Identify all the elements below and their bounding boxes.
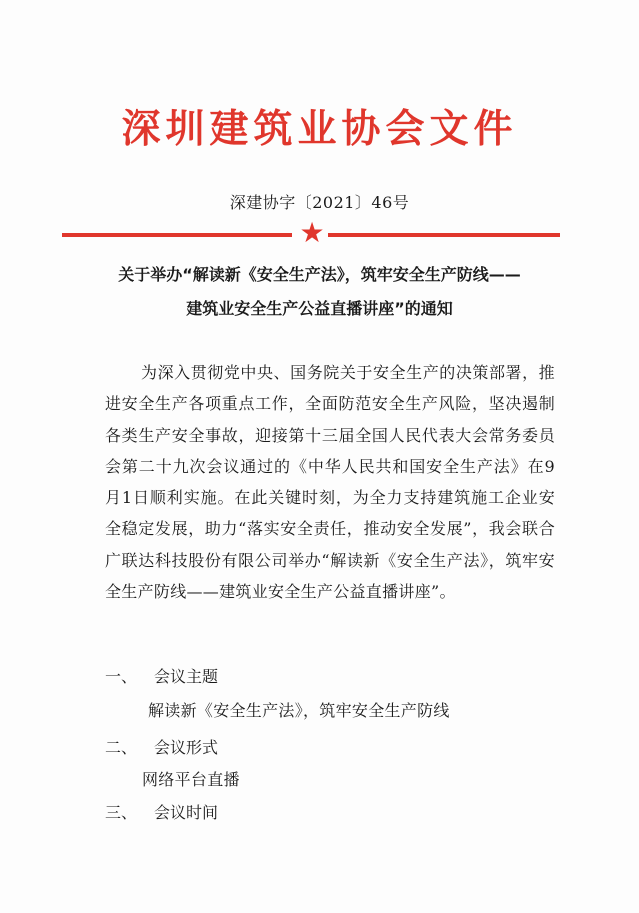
section-heading-1 (105, 664, 218, 687)
section-heading-2 (105, 735, 218, 758)
section-title: 会议形式 (154, 738, 219, 757)
section-content-1: 解读新《安全生产法》，筑牢安全生产防线 (148, 701, 450, 720)
document-header-title: 深圳建筑业协会文件 (121, 106, 518, 152)
section-title: 会议时间 (154, 803, 219, 822)
notice-title-line-2: 建筑业安全生产公益直播讲座”的通知 (186, 299, 453, 318)
section-number: 一、 (105, 667, 138, 686)
document-number: 深建协字〔2021〕46号 (229, 193, 410, 212)
section-title: 会议主题 (154, 667, 219, 686)
red-divider-left (62, 233, 292, 237)
body-paragraph: 为深入贯彻党中央、国务院关于安全生产的决策部署，推进安全生产各项重点工作，全面防范安全生产风险，坚决遏制各类生产安全事故，迎接第十三届全国人民代表大会常务委员会第二十九次会议通过的《中华人民共和国安全生产法》在9月1日顺利实施。在此关键时刻，为全力支持建筑施工企业安全稳定发展，助力“落实安全责任，推动安全发展”，我会联合广联达科技股份有限公司举办“解读新《安全生产法》，筑牢安全生产防线——建筑业安全生产公益直播讲座”。 (105, 363, 555, 602)
notice-title (0, 258, 639, 326)
star-icon: ★ (299, 216, 325, 249)
section-heading-3 (105, 800, 218, 823)
section-number: 三、 (105, 803, 138, 822)
section-content-2: 网络平台直播 (142, 770, 240, 789)
section-number: 二、 (105, 738, 138, 757)
notice-title-line-1: 关于举办“解读新《安全生产法》，筑牢安全生产防线—— (118, 265, 521, 284)
red-divider-right (328, 233, 560, 237)
